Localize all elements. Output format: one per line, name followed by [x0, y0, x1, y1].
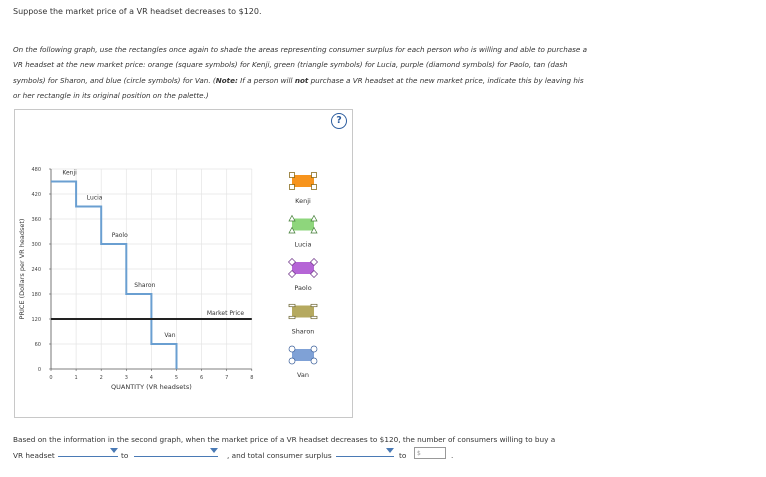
market-price-label: Market Price — [206, 310, 245, 317]
period: . — [451, 451, 454, 460]
palette-label-van: Van — [296, 371, 310, 379]
consumers-to-dropdown[interactable] — [134, 447, 218, 457]
intro-text: Suppose the market price of a VR headset decreases to $120. — [13, 7, 262, 16]
palette-rect-sharon — [292, 306, 314, 318]
palette-rect-kenji — [292, 175, 314, 187]
square-handle — [290, 185, 295, 190]
circle-handle — [289, 358, 295, 364]
chevron-down-icon — [210, 448, 218, 453]
palette-label-sharon: Sharon — [291, 327, 315, 336]
x-tick-label: 2 — [99, 375, 103, 381]
surplus-from-dropdown[interactable] — [336, 447, 394, 457]
circle-handle — [311, 358, 317, 364]
consumers-from-dropdown[interactable] — [58, 447, 118, 457]
x-axis-label: QUANTITY (VR headsets) — [111, 383, 192, 391]
circle-handle — [311, 346, 317, 352]
x-tick-label: 5 — [174, 375, 179, 381]
palette-rect-van — [292, 349, 314, 361]
y-tick-label: 60 — [34, 342, 41, 348]
step-label-lucia: Lucia — [86, 194, 103, 202]
y-tick-label: 120 — [31, 317, 41, 323]
chevron-down-icon — [110, 448, 118, 453]
y-tick-label: 180 — [31, 292, 41, 298]
instructions-text — [13, 42, 593, 103]
square-handle — [290, 173, 295, 178]
y-tick-label: 240 — [31, 267, 41, 273]
dash-handle — [289, 316, 295, 318]
to-label-1: to — [121, 451, 129, 460]
help-button[interactable]: ? — [331, 113, 347, 129]
to-label-2: to — [399, 451, 407, 460]
instructions-part3: purchase a VR headset at the new market price, indicate this by leaving his or her rectangle in its original position on the palette.) — [13, 75, 584, 100]
not-word: not — [294, 75, 309, 85]
palette-rect-paolo — [292, 262, 314, 274]
step-label-sharon: Sharon — [134, 282, 156, 289]
step-label-paolo: Paolo — [111, 232, 128, 239]
note-label: Note: — [215, 75, 238, 85]
surplus-to-input[interactable]: $ — [414, 447, 446, 459]
x-tick-label: 0 — [49, 375, 53, 381]
x-tick-label: 7 — [225, 375, 229, 381]
dash-handle — [289, 304, 295, 306]
question-line-2-start: VR headset — [13, 451, 55, 460]
dash-handle — [311, 316, 317, 318]
x-tick-label: 3 — [124, 375, 128, 381]
question-line-1: Based on the information in the second graph, when the market price of a VR headset decreases to $120, the number of consumers willing to buy a — [13, 435, 556, 444]
surplus-label: , and total consumer surplus — [227, 451, 332, 460]
y-tick-label: 420 — [31, 192, 41, 198]
step-label-kenji: Kenji — [62, 169, 77, 177]
palette-label-lucia: Lucia — [294, 240, 312, 249]
x-tick-label: 4 — [149, 375, 153, 381]
y-tick-label: 0 — [37, 367, 41, 373]
chevron-down-icon — [386, 448, 394, 453]
square-handle — [312, 173, 317, 178]
dash-handle — [311, 304, 317, 306]
x-tick-label: 8 — [250, 375, 254, 381]
y-axis-label: PRICE (Dollars per VR headset) — [18, 218, 26, 320]
palette-rect-lucia — [292, 219, 314, 231]
palette-label-kenji: Kenji — [295, 197, 311, 205]
square-handle — [312, 185, 317, 190]
y-tick-label: 300 — [31, 242, 41, 248]
y-tick-label: 480 — [31, 167, 41, 173]
circle-handle — [289, 346, 295, 352]
step-label-van: Van — [164, 332, 176, 339]
y-tick-label: 360 — [31, 217, 41, 223]
instructions-part1: On the following graph, use the rectangles once again to shade the areas representing consumer surplus for each person who is willing and able to purchase a VR headset at the new market price: orange (square symbols) for Kenji, green (triangle symbols) for Lucia, purple (diamond symbols) for Paolo, tan (dash symbols) for Sharon, and blue (circle symbols) for Van. ( — [13, 45, 588, 85]
x-tick-label: 6 — [200, 375, 204, 381]
x-tick-label: 1 — [74, 375, 78, 381]
instructions-part2: If a person will — [237, 75, 295, 85]
palette-label-paolo: Paolo — [294, 284, 312, 292]
